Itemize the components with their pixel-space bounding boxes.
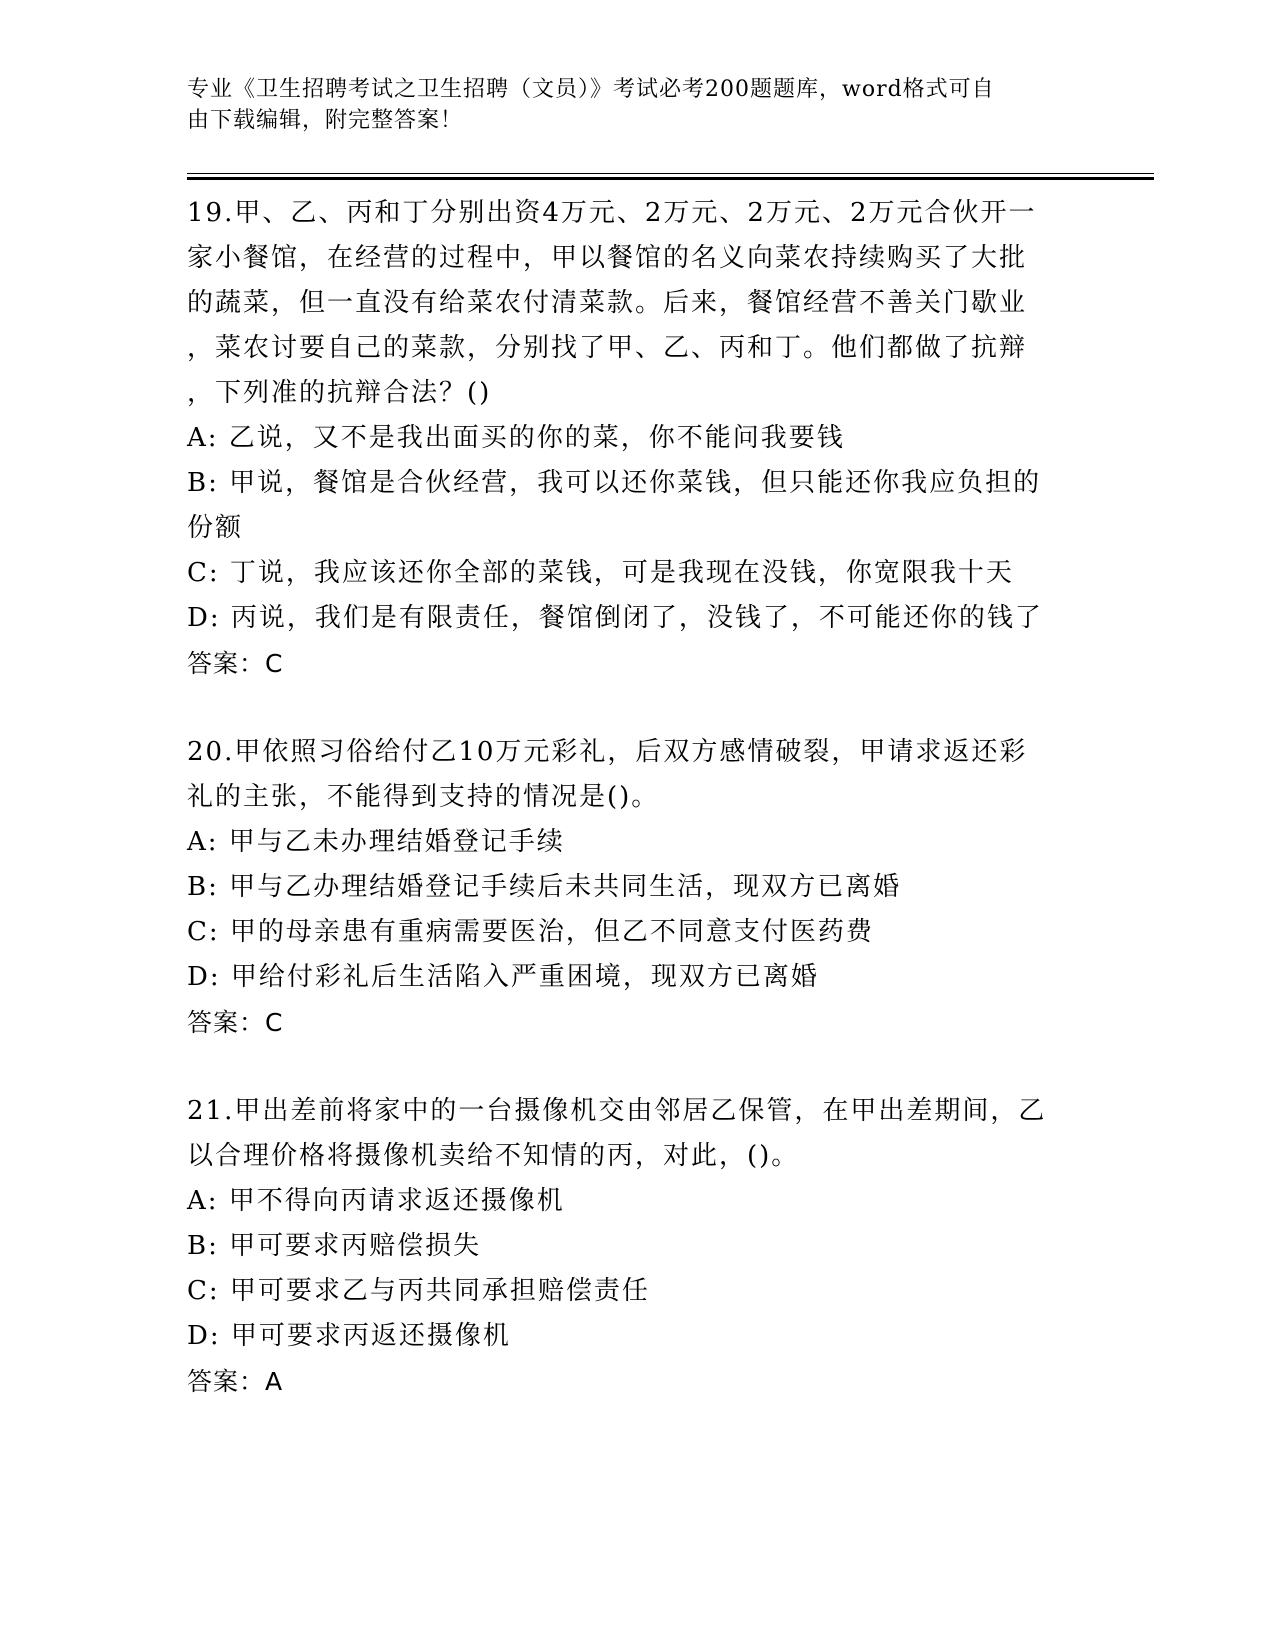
question-19 [187, 191, 1087, 686]
question-text-line: ，下列准的抗辩合法？() [187, 378, 492, 408]
option-b-continued: 份额 [187, 513, 244, 543]
question-list [187, 191, 1087, 1448]
option-b: B: 甲与乙办理结婚登记手续后未共同生活，现双方已离婚 [187, 872, 902, 902]
header-line-2: 由下载编辑，附完整答案！ [187, 108, 464, 133]
header-divider-thick [187, 177, 1154, 180]
option-d: D: 甲可要求丙返还摄像机 [187, 1321, 511, 1351]
question-text-line: 20.甲依照习俗给付乙10万元彩礼，后双方感情破裂，甲请求返还彩 [187, 737, 1028, 767]
question-text-line: 家小餐馆，在经营的过程中，甲以餐馆的名义向菜农持续购买了大批 [187, 243, 1028, 273]
answer-label: 答案：C [187, 649, 284, 678]
question-text-line: 19.甲、乙、丙和丁分别出资4万元、2万元、2万元、2万元合伙开一 [187, 198, 1037, 228]
header-divider-thin [187, 173, 1154, 174]
option-b: B: 甲可要求丙赔偿损失 [187, 1231, 482, 1261]
option-a: A: 乙说，又不是我出面买的你的菜，你不能问我要钱 [187, 423, 845, 453]
question-text-line: 21.甲出差前将家中的一台摄像机交由邻居乙保管，在甲出差期间，乙 [187, 1096, 1047, 1126]
question-text-line: 礼的主张，不能得到支持的情况是()。 [187, 782, 660, 812]
header-line-1: 专业《卫生招聘考试之卫生招聘（文员）》考试必考200题题库，word格式可自 [187, 77, 995, 102]
answer-label: 答案：A [187, 1367, 284, 1396]
option-b: B: 甲说，餐馆是合伙经营，我可以还你菜钱，但只能还你我应负担的 [187, 468, 1042, 498]
option-a: A: 甲与乙未办理结婚登记手续 [187, 827, 565, 857]
option-c: C: 甲可要求乙与丙共同承担赔偿责任 [187, 1276, 650, 1306]
question-text-line: ，菜农讨要自己的菜款，分别找了甲、乙、丙和丁。他们都做了抗辩 [187, 333, 1028, 363]
question-20 [187, 730, 1087, 1045]
option-d: D: 甲给付彩礼后生活陷入严重困境，现双方已离婚 [187, 962, 819, 992]
option-a: A: 甲不得向丙请求返还摄像机 [187, 1186, 565, 1216]
option-c: C: 甲的母亲患有重病需要医治，但乙不同意支付医药费 [187, 917, 874, 947]
answer-label: 答案：C [187, 1008, 284, 1037]
option-c: C: 丁说，我应该还你全部的菜钱，可是我现在没钱，你宽限我十天 [187, 558, 1014, 588]
question-text-line: 以合理价格将摄像机卖给不知情的丙，对此，()。 [187, 1141, 800, 1171]
question-21 [187, 1089, 1087, 1404]
option-d: D: 丙说，我们是有限责任，餐馆倒闭了，没钱了，不可能还你的钱了 [187, 603, 1043, 633]
question-text-line: 的蔬菜，但一直没有给菜农付清菜款。后来，餐馆经营不善关门歇业 [187, 288, 1028, 318]
document-header [187, 74, 1067, 136]
